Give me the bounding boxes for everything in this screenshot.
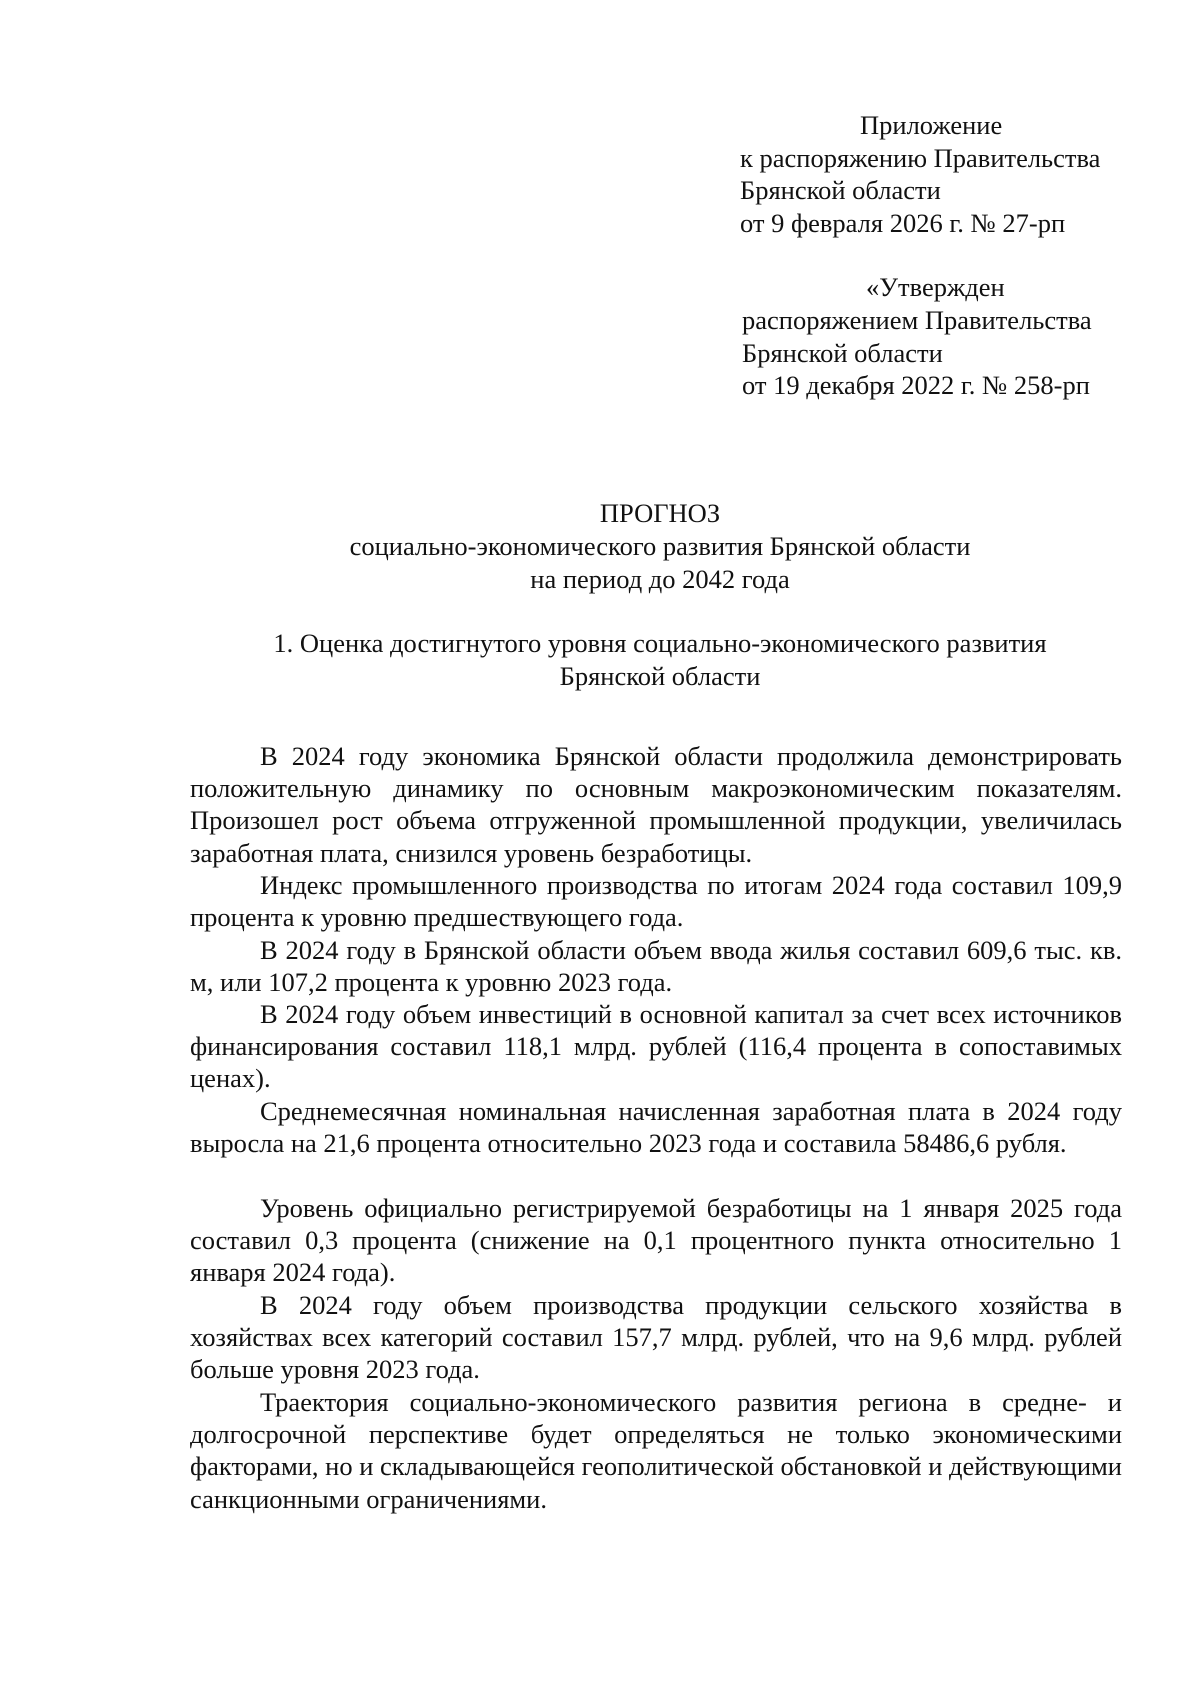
- paragraph-unemployment: Уровень официально регистрируемой безработицы на 1 января 2025 года составил 0,3 процента (снижение на 0,1 процентного пункта относительно 1 января 2024 года).: [190, 1193, 1122, 1288]
- appendix-line-1: к распоряжению Правительства: [740, 143, 1101, 173]
- paragraph-housing: В 2024 году в Брянской области объем ввода жилья составил 609,6 тыс. кв. м, или 107,2 процента к уровню 2023 года.: [190, 935, 1122, 998]
- paragraph-industrial-index: Индекс промышленного производства по итогам 2024 года составил 109,9 процента к уровню предшествующего года.: [190, 870, 1122, 933]
- document-subtitle-1: социально-экономического развития Брянской области: [349, 531, 971, 561]
- paragraph-economy-dynamics: В 2024 году экономика Брянской области продолжила демонстрировать положительную динамику по основным макроэкономическим показателям. Произошел рост объема отгруженной промышленной продукции, увеличилась заработная плата, снизился уровень безработицы.: [190, 741, 1122, 868]
- document-subtitle-2: на период до 2042 года: [530, 564, 790, 594]
- section-title-1: 1. Оценка достигнутого уровня социально-экономического развития: [273, 628, 1047, 658]
- appendix-title: Приложение: [860, 110, 1003, 140]
- appendix-line-3: от 9 февраля 2026 г. № 27-рп: [740, 208, 1066, 238]
- paragraph-trajectory: Траектория социально-экономического развития региона в средне- и долгосрочной перспективе будет определяться не только экономическими факторами, но и складывающейся геополитической обстановкой и действующими санкционными ограничениями.: [190, 1387, 1122, 1514]
- section-title-2: Брянской области: [559, 661, 761, 691]
- appendix-line-2: Брянской области: [740, 175, 941, 205]
- approved-line-1: распоряжением Правительства: [742, 305, 1092, 335]
- paragraph-agriculture: В 2024 году объем производства продукции сельского хозяйства в хозяйствах всех категорий составил 157,7 млрд. рублей, что на 9,6 млрд. рублей больше уровня 2023 года.: [190, 1290, 1122, 1385]
- approved-line-2: Брянской области: [742, 338, 943, 368]
- approved-title: «Утвержден: [866, 272, 1005, 302]
- paragraph-investments: В 2024 году объем инвестиций в основной капитал за счет всех источников финансирования составил 118,1 млрд. рублей (116,4 процента в сопоставимых ценах).: [190, 999, 1122, 1094]
- document-heading: ПРОГНОЗ: [599, 498, 721, 528]
- approved-line-3: от 19 декабря 2022 г. № 258-рп: [742, 370, 1090, 400]
- paragraph-salary: Среднемесячная номинальная начисленная заработная плата в 2024 году выросла на 21,6 процента относительно 2023 года и составила 58486,6 рубля.: [190, 1096, 1122, 1159]
